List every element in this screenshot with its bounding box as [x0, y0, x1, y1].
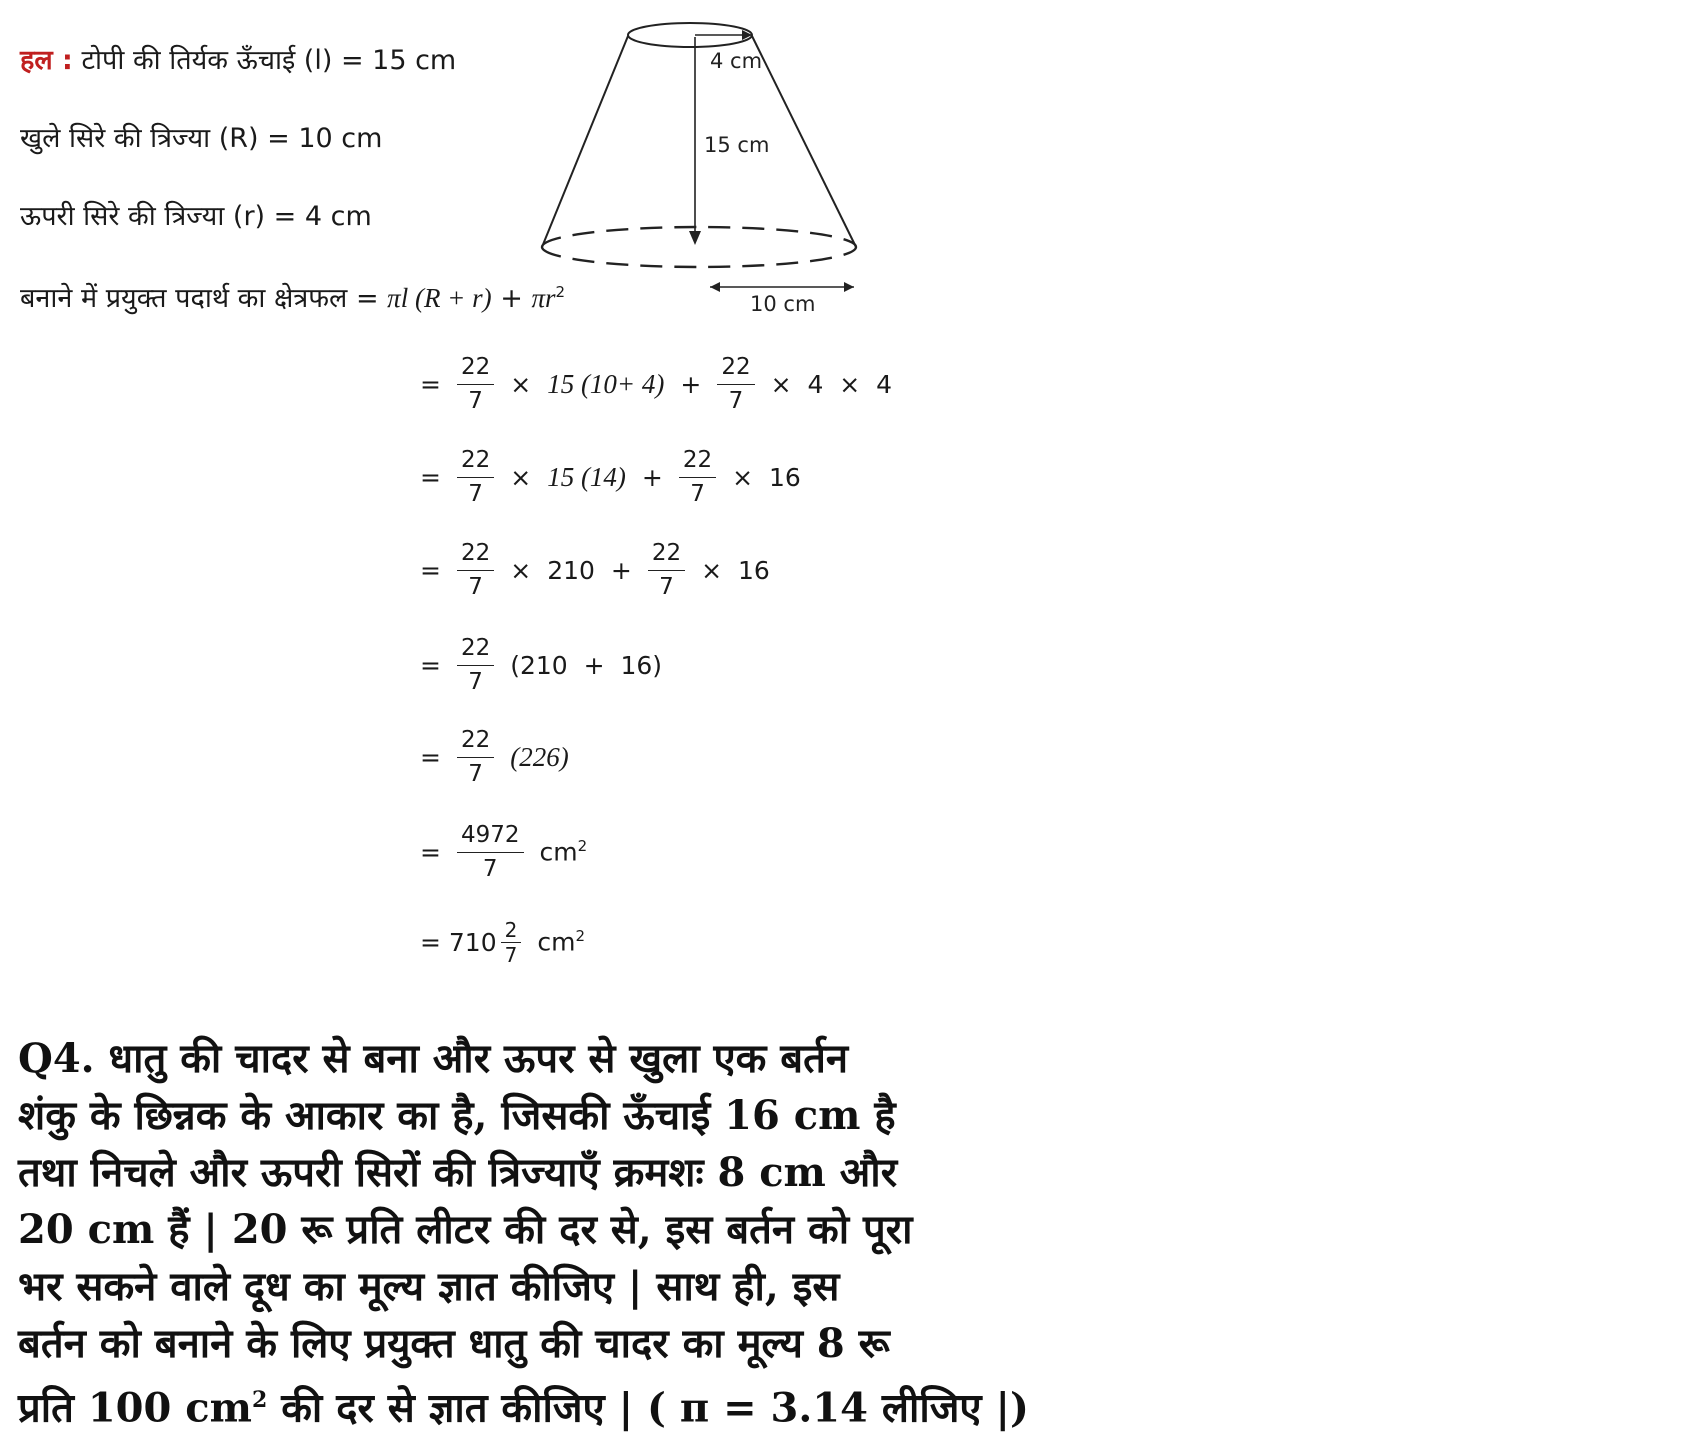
bottom-radius-arrow-left [710, 282, 720, 292]
question-line: Q4. धातु की चादर से बना और ऊपर से खुला एक बर्तन [18, 1035, 849, 1082]
equals-sign: = [420, 555, 441, 585]
plus-sign: + [610, 555, 632, 585]
step-2 [420, 447, 817, 507]
step-4 [420, 635, 678, 695]
denominator: 7 [468, 387, 483, 414]
question-line: भर सकने वाले दूध का मूल्य ज्ञात कीजिए | साथ ही, इस [18, 1263, 840, 1310]
numerator: 22 [679, 449, 716, 478]
equals-sign: = [420, 462, 441, 492]
denominator: 7 [468, 668, 483, 695]
bottom-radius-label: 10 cm [750, 292, 816, 316]
step-6 [420, 822, 603, 882]
numerator: 22 [457, 729, 494, 758]
denominator: 7 [690, 480, 705, 507]
question-line-last [18, 1372, 1128, 1436]
unit-cm2 [540, 837, 588, 866]
step-tail: × 4 × 4 [770, 369, 893, 399]
fraction [717, 353, 754, 414]
numerator: 22 [457, 356, 494, 385]
area-formula: πl (R + r) [387, 283, 492, 313]
times-sign: × [510, 462, 532, 492]
numerator: 4972 [457, 824, 524, 853]
question-line: तथा निचले और ऊपरी सिरों की त्रिज्याएँ क्रमशः 8 cm और [18, 1149, 898, 1196]
equals-sign: = [420, 650, 441, 680]
question-line: शंकु के छिन्नक के आकार का है, जिसकी ऊँचाई 16 cm है [18, 1092, 896, 1139]
given-open-radius: खुले सिरे की त्रिज्या (R) = 10 cm [20, 123, 383, 154]
step-7 [420, 912, 601, 972]
step-tail: × 16 [701, 555, 770, 585]
bottom-radius-arrow-right [844, 282, 854, 292]
fraction [457, 634, 494, 695]
frustum-left-edge [542, 36, 628, 247]
frustum-bottom-front [542, 247, 856, 267]
unit-cm2 [537, 927, 585, 956]
step-tail: × 16 [732, 462, 801, 492]
unit-exp: 2 [577, 837, 588, 856]
fraction [501, 917, 522, 967]
times-sign: × [510, 369, 532, 399]
top-radius-label: 4 cm [710, 49, 763, 73]
numerator: 22 [457, 637, 494, 666]
solution-label: हल : [20, 45, 73, 76]
step-1 [420, 354, 908, 414]
plus-sign: + [680, 369, 702, 399]
denominator: 7 [468, 760, 483, 787]
area-formula-exp: 2 [555, 283, 566, 301]
equals-value: = 710 [420, 927, 497, 957]
numerator: 22 [457, 542, 494, 571]
given-slant-height [20, 40, 456, 77]
question-line: 20 cm हैं | 20 रू प्रति लीटर की दर से, इस बर्तन को पूरा [18, 1206, 913, 1253]
denominator: 7 [728, 387, 744, 414]
step-tail: (210 + 16) [510, 650, 663, 680]
fraction [457, 353, 494, 414]
equals-sign: = [420, 369, 441, 399]
unit: cm [537, 927, 576, 957]
fraction [679, 446, 716, 507]
numerator: 22 [648, 542, 685, 571]
denominator: 7 [482, 855, 498, 882]
fraction [457, 539, 494, 600]
area-label: बनाने में प्रयुक्त पदार्थ का क्षेत्रफल = [20, 283, 379, 314]
step-term: 210 [547, 555, 595, 585]
area-formula-tail: πr [531, 283, 556, 313]
slant-height-text: टोपी की तिर्यक ऊँचाई (l) = 15 cm [81, 45, 457, 76]
unit: cm [539, 837, 578, 867]
step-3 [420, 540, 786, 600]
numerator: 22 [457, 449, 494, 478]
unit-exp: 2 [575, 927, 586, 946]
equals-sign: = [420, 742, 441, 772]
frustum-diagram [520, 15, 880, 320]
denominator: 7 [504, 942, 518, 967]
numerator: 2 [501, 920, 522, 943]
step-term: 15 (10+ 4) [547, 368, 665, 399]
denominator: 7 [659, 573, 674, 600]
question-4 [18, 1030, 1128, 1436]
question-text: प्रति 100 cm [18, 1384, 252, 1432]
fraction [457, 446, 494, 507]
fraction [648, 539, 685, 600]
frustum-bottom-back [542, 227, 856, 247]
numerator: 22 [717, 356, 754, 385]
plus-sign: + [641, 462, 663, 492]
times-sign: × [510, 555, 532, 585]
question-exp: 2 [251, 1387, 268, 1413]
height-arrowhead [689, 231, 701, 245]
step-5 [420, 727, 585, 787]
height-label: 15 cm [704, 133, 770, 157]
step-term: 15 (14) [547, 461, 626, 492]
denominator: 7 [468, 480, 483, 507]
fraction [457, 726, 494, 787]
fraction [457, 821, 524, 882]
step-tail: (226) [510, 741, 569, 772]
given-top-radius: ऊपरी सिरे की त्रिज्या (r) = 4 cm [20, 201, 372, 232]
area-formula-line: बनाने में प्रयुक्त पदार्थ का क्षेत्रफल = πl $(R + r) + \pi r^2$ [20, 283, 566, 314]
equals-sign: = [420, 837, 441, 867]
question-text: की दर से ज्ञात कीजिए | ( π = 3.14 लीजिए |) [267, 1384, 1029, 1432]
question-line: बर्तन को बनाने के लिए प्रयुक्त धातु की चादर का मूल्य 8 रू [18, 1320, 890, 1367]
denominator: 7 [468, 573, 483, 600]
